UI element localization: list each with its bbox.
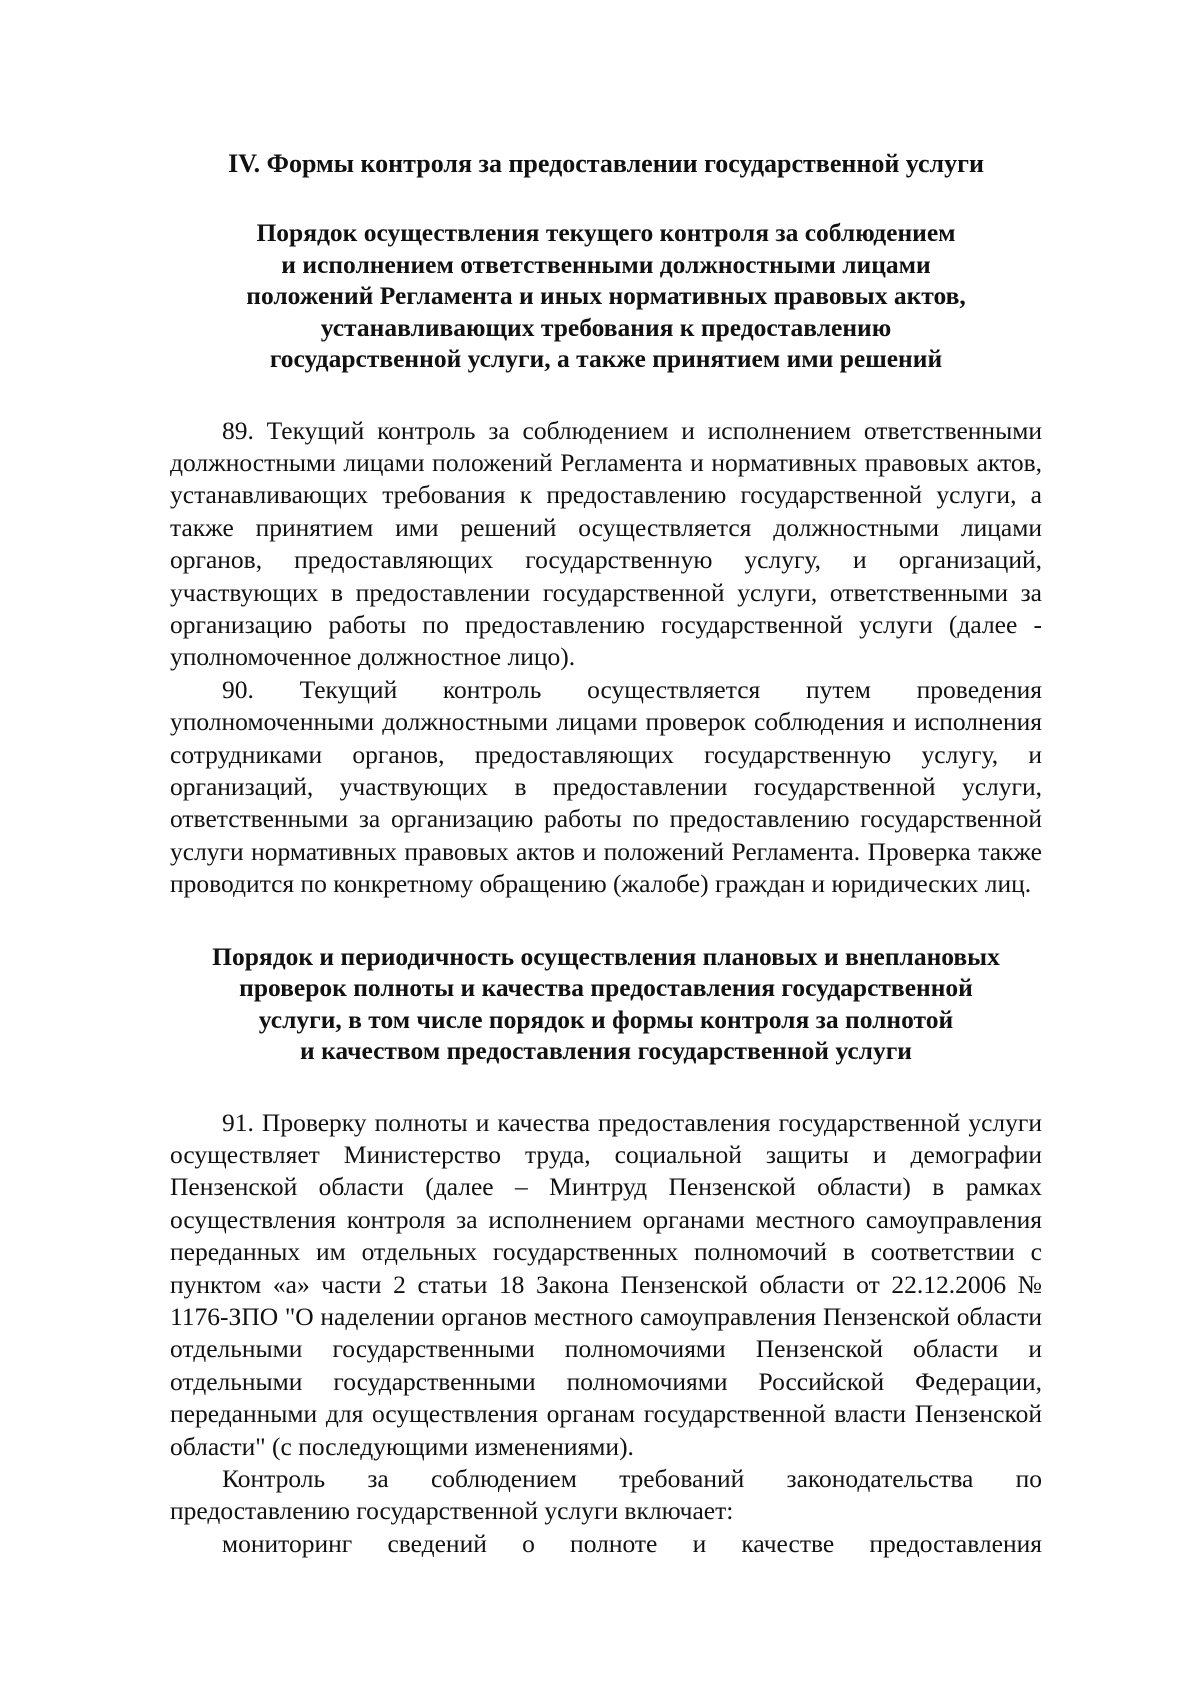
document-body <box>170 148 1042 1560</box>
paragraph-monitoring: мониторинг сведений о полноте и качестве предоставления <box>222 1528 1042 1558</box>
heading-line: устанавливающих требования к предоставлению <box>320 312 892 342</box>
paragraph-89: 89. Текущий контроль за соблюдением и исполнением ответственными должностными лицами положений Регламента и нормативных правовых актов, устанавливающих требования к предоставлению государственной услуги, а также принятием ими решений осуществляется должностными лицами органов, предоставляющих государственную услугу, и организаций, участвующих в предоставлении государственной услуги, ответственными за организацию работы по предоставлению государственной услуги (далее - уполномоченное должностное лицо). <box>170 415 1042 672</box>
document-title: IV. Формы контроля за предоставлении государственной услуги <box>228 149 984 178</box>
heading-line: и качеством предоставления государственной услуги <box>300 1036 912 1066</box>
heading-line: положений Регламента и иных нормативных правовых актов, <box>246 281 966 310</box>
heading-line: и исполнением ответственными должностными лицами <box>281 249 931 279</box>
heading-line: Порядок осуществления текущего контроля за соблюдением <box>256 218 956 247</box>
section-heading-inspections <box>170 941 1042 1067</box>
section-heading-current-control <box>170 217 1042 375</box>
paragraph-91: 91. Проверку полноты и качества предоставления государственной услуги осуществляет Министерство труда, социальной защиты и демографии Пензенской области (далее – Минтруд Пензенской области) в рамках осуществления контроля за исполнением органами местного самоуправления переданных им отдельных государственных полномочий в соответствии с пунктом «а» части 2 статьи 18 Закона Пензенской области от 22.12.2006 № 1176-ЗПО "О наделении органов местного самоуправления Пензенской области отдельными государственными полномочиями Пензенской области и отдельными государственными полномочиями Российской Федерации, переданными для осуществления органам государственной власти Пензенской области" (с последующими изменениями). <box>170 1107 1042 1461</box>
heading-line: Порядок и периодичность осуществления плановых и внеплановых <box>212 941 1000 971</box>
heading-line: услуги, в том числе порядок и формы контроля за полнотой <box>258 1004 954 1034</box>
paragraph-90: 90. Текущий контроль осуществляется путем проведения уполномоченными должностными лицами проверок соблюдения и исполнения сотрудниками органов, предоставляющих государственную услугу, и организаций, участвующих в предоставлении государственной услуги, ответственными за организацию работы по предоставлению государственной услуги нормативных правовых актов и положений Регламента. Проверка также проводится по конкретному обращению (жалобе) граждан и юридических лиц. <box>170 674 1042 899</box>
paragraph-control-includes: Контроль за соблюдением требований законодательства по предоставлению государственной услуги включает: <box>170 1464 1042 1526</box>
heading-line: проверок полноты и качества предоставления государственной <box>239 973 973 1003</box>
heading-line: государственной услуги, а также принятием ими решений <box>269 344 943 373</box>
